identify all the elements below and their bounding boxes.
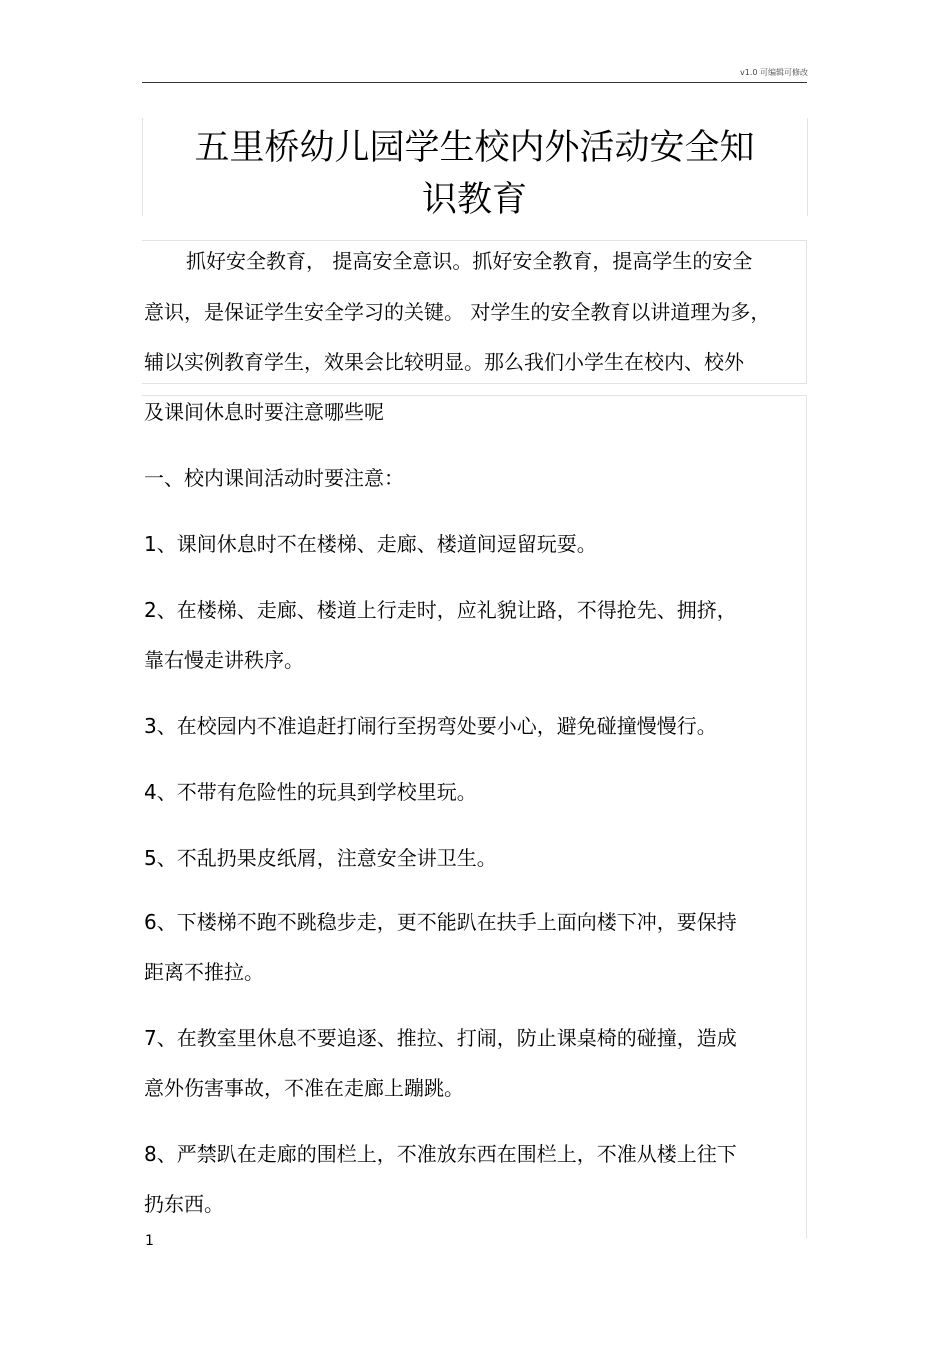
list-item-1: 1、课间休息时不在楼梯、走廊、楼道间逗留玩耍。 [144, 532, 597, 556]
text-line-3: 辅以实例教育学生，效果会比较明显。那么我们小学生在校内、校外 [144, 350, 744, 374]
list-item-2: 2、在楼梯、走廊、楼道上行走时，应礼貌让路，不得抢先、拥挤， [144, 598, 737, 622]
list-item-8: 8、严禁趴在走廊的围栏上，不准放东西在围栏上，不准从楼上往下 [144, 1142, 737, 1166]
text-line-1: 抓好安全教育， 提高安全意识。抓好安全教育，提高学生的安全 [186, 249, 753, 273]
section-heading: 一、校内课间活动时要注意： [144, 466, 404, 490]
list-item-6: 6、下楼梯不跑不跳稳步走，更不能趴在扶手上面向楼下冲，要保持 [144, 910, 737, 934]
header-divider [142, 82, 807, 83]
list-item-2-cont: 靠右慢走讲秩序。 [144, 648, 304, 672]
list-item-6-cont: 距离不推拉。 [144, 960, 264, 984]
list-item-8-cont: 扔东西。 [144, 1192, 224, 1216]
list-item-3: 3、在校园内不准追赶打闹行至拐弯处要小心，避免碰撞慢慢行。 [144, 714, 717, 738]
header-version-label: v1.0 可编辑可修改 [740, 68, 808, 77]
title-line-1: 五里桥幼儿园学生校内外活动安全知 [194, 128, 755, 168]
body-frame [142, 395, 807, 1238]
title-line-2: 识教育 [421, 180, 527, 220]
document-title [142, 122, 807, 226]
list-item-7-cont: 意外伤害事故，不准在走廊上蹦跳。 [144, 1076, 464, 1100]
text-line-4: 及课间休息时要注意哪些呢 [144, 400, 384, 424]
list-item-7: 7、在教室里休息不要追逐、推拉、打闹，防止课桌椅的碰撞，造成 [144, 1026, 737, 1050]
text-line-2: 意识，是保证学生安全学习的关键。 对学生的安全教育以讲道理为多， [144, 300, 771, 324]
list-item-5: 5、不乱扔果皮纸屑，注意安全讲卫生。 [144, 846, 497, 870]
page-number: 1 [145, 1233, 154, 1249]
list-item-4: 4、不带有危险性的玩具到学校里玩。 [144, 780, 477, 804]
